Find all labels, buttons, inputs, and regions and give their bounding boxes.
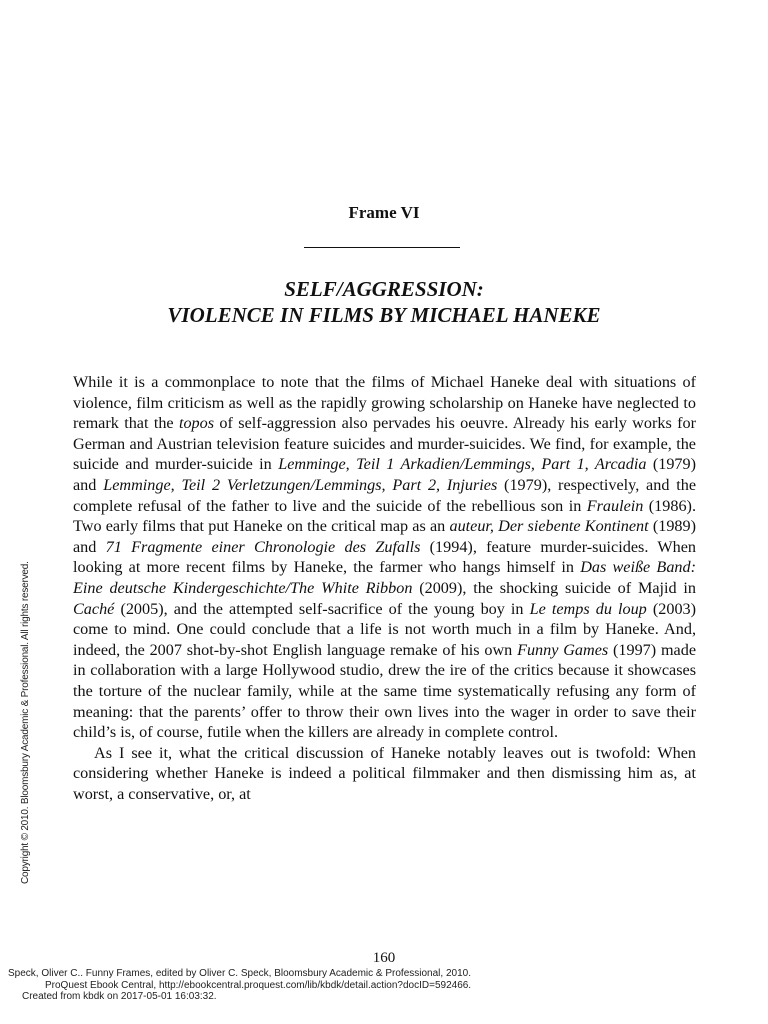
italic-title-run: Caché (73, 599, 115, 618)
text-run: (1979) and (73, 455, 697, 494)
copyright-sidebar: Copyright © 2010. Bloomsbury Academic & Professional. All rights reserved. (20, 561, 31, 884)
paragraph-1 (73, 372, 696, 743)
citation-line-3: Created from kbdk on 2017-05-01 16:03:32. (22, 991, 217, 1002)
text-run: (2005), and the attempted self-sacrifice of the young boy in (114, 599, 530, 618)
italic-title-run: Lemminge, Teil 2 Verletzungen/Lemmings, Part 2, Injuries (103, 475, 498, 494)
text-run: (2003) come to mind. One could conclude that a life is not worth much in a film by Haneke. And, indeed, the 2007 shot-by-shot English language remake of his own (73, 599, 697, 659)
text-run: (1994), feature murder-suicides. When looking at more recent films by Haneke, the farmer who hangs himself in (73, 537, 697, 577)
paragraph-2 (73, 743, 696, 805)
italic-title-run: Fraulein (586, 496, 644, 515)
italic-title-run: topos (178, 414, 215, 433)
italic-title-run: auteur, Der siebente Kontinent (449, 517, 649, 536)
citation-line-1: Speck, Oliver C.. Funny Frames, edited by Oliver C. Speck, Bloomsbury Academic & Professional, 2010. (8, 968, 471, 979)
text-run: of self-aggression also pervades his oeuvre. Already his early works for German and Austrian television feature suicides and murder-suicides. We find, for example, the suicide and murder-suicide in (73, 414, 696, 474)
text-run: (2009), the shocking suicide of Majid in (412, 578, 696, 597)
body-text (73, 372, 696, 804)
text-run: As I see it, what the critical discussion of Haneke notably leaves out is twofold: When considering whether Haneke is indeed a political filmmaker and then dismissing him as, at worst, a conservative, or, at (73, 743, 696, 803)
text-run: (1989) and (73, 517, 696, 556)
text-run: (1979), respectively, and the complete refusal of the father to live and the suicide of the rebellious son in (73, 475, 696, 515)
text-run: (1997) made in collaboration with a large Hollywood studio, drew the ire of the critics because it showcases the torture of the nuclear family, while at the same time systematically refusing any form of meaning: that the parents’ offer to throw their own lives into the wager in order to save their child’s is, of course, futile when the killers are already in complete control. (73, 640, 696, 742)
title-divider (304, 247, 460, 248)
chapter-title-line-2: VIOLENCE IN FILMS BY MICHAEL HANEKE (167, 303, 601, 327)
text-run: While it is a commonplace to note that the films of Michael Haneke deal with situations of violence, film criticism as well as the rapidly growing scholarship on Haneke have neglected to remark that the (73, 373, 696, 433)
text-run: (1986). Two early films that put Haneke on the critical map as an (73, 496, 696, 536)
chapter-title (0, 276, 768, 328)
italic-title-run: 71 Fragmente einer Chronologie des Zufalls (105, 537, 421, 556)
citation-footer (0, 968, 768, 1003)
italic-title-run: Lemminge, Teil 1 Arkadien/Lemmings, Part 1, Arcadia (278, 455, 647, 474)
page-number: 160 (372, 950, 396, 966)
italic-title-run: Funny Games (517, 640, 609, 659)
italic-title-run: Das weiße Band: Eine deutsche Kindergeschichte/The White Ribbon (73, 558, 696, 597)
chapter-title-line-1: SELF/AGGRESSION: (284, 277, 484, 301)
citation-line-2: ProQuest Ebook Central, http://ebookcentral.proquest.com/lib/kbdk/detail.action?docID=592466. (45, 979, 472, 991)
frame-label: Frame VI (348, 203, 420, 222)
italic-title-run: Le temps du loup (529, 599, 647, 618)
